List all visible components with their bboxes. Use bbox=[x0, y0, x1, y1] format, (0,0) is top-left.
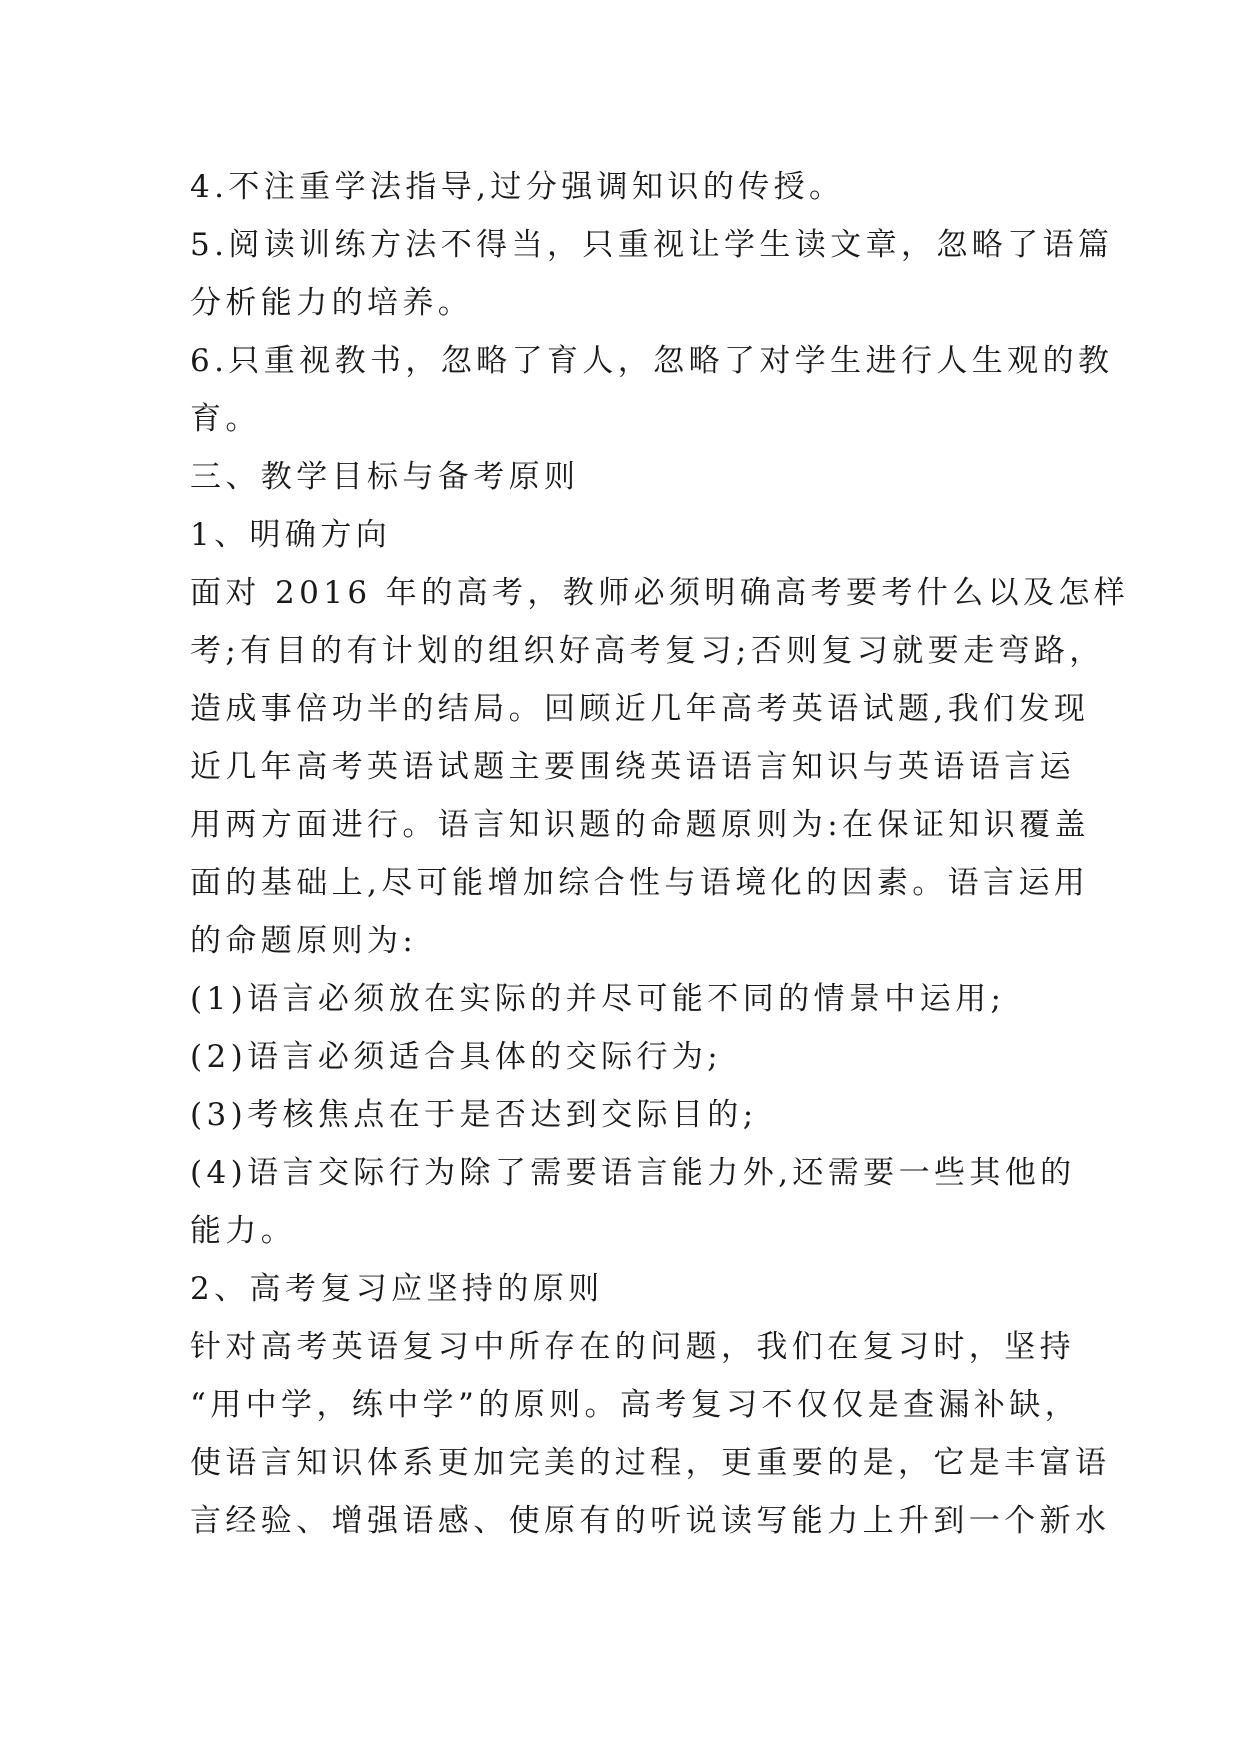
text-line: 6.只重视教书，忽略了育人，忽略了对学生进行人生观的教 bbox=[190, 343, 1114, 379]
text-line: “用中学，练中学”的原则。高考复习不仅仅是查漏补缺， bbox=[190, 1387, 1081, 1423]
text-line: 针对高考英语复习中所存在的问题，我们在复习时，坚持 bbox=[190, 1329, 1075, 1365]
text-line: 的命题原则为: bbox=[190, 923, 418, 959]
text-line: 育。 bbox=[190, 401, 261, 437]
text-line: 5.阅读训练方法不得当，只重视让学生读文章，忽略了语篇 bbox=[190, 227, 1114, 263]
text-line: 用两方面进行。语言知识题的命题原则为:在保证知识覆盖 bbox=[190, 807, 1090, 843]
text-line: 使语言知识体系更加完美的过程，更重要的是，它是丰富语 bbox=[190, 1445, 1111, 1481]
text-line: 面的基础上,尽可能增加综合性与语境化的因素。语言运用 bbox=[190, 865, 1090, 901]
text-line: 造成事倍功半的结局。回顾近几年高考英语试题,我们发现 bbox=[190, 691, 1090, 727]
subsection-heading: 2、高考复习应坚持的原则 bbox=[190, 1271, 604, 1307]
subsection-heading: 1、明确方向 bbox=[190, 517, 392, 553]
list-item: (4)语言交际行为除了需要语言能力外,还需要一些其他的 bbox=[190, 1155, 1076, 1191]
text-line: 能力。 bbox=[190, 1213, 297, 1249]
text-line: 4.不注重学法指导,过分强调知识的传授。 bbox=[190, 169, 845, 205]
text-line: 近几年高考英语试题主要围绕英语语言知识与英语语言运 bbox=[190, 749, 1075, 785]
text-line: 面对 2016 年的高考，教师必须明确高考要考什么以及怎样 bbox=[190, 575, 1130, 611]
text-line: 言经验、增强语感、使原有的听说读写能力上升到一个新水 bbox=[190, 1503, 1111, 1539]
list-item: (3)考核焦点在于是否达到交际目的; bbox=[190, 1097, 758, 1133]
list-item: (1)语言必须放在实际的并尽可能不同的情景中运用; bbox=[190, 981, 1006, 1017]
section-heading: 三、教学目标与备考原则 bbox=[190, 459, 580, 495]
text-line: 考;有目的有计划的组织好高考复习;否则复习就要走弯路， bbox=[190, 633, 1105, 669]
document-body bbox=[190, 158, 1130, 1550]
text-line: 分析能力的培养。 bbox=[190, 285, 474, 321]
list-item: (2)语言必须适合具体的交际行为; bbox=[190, 1039, 723, 1075]
